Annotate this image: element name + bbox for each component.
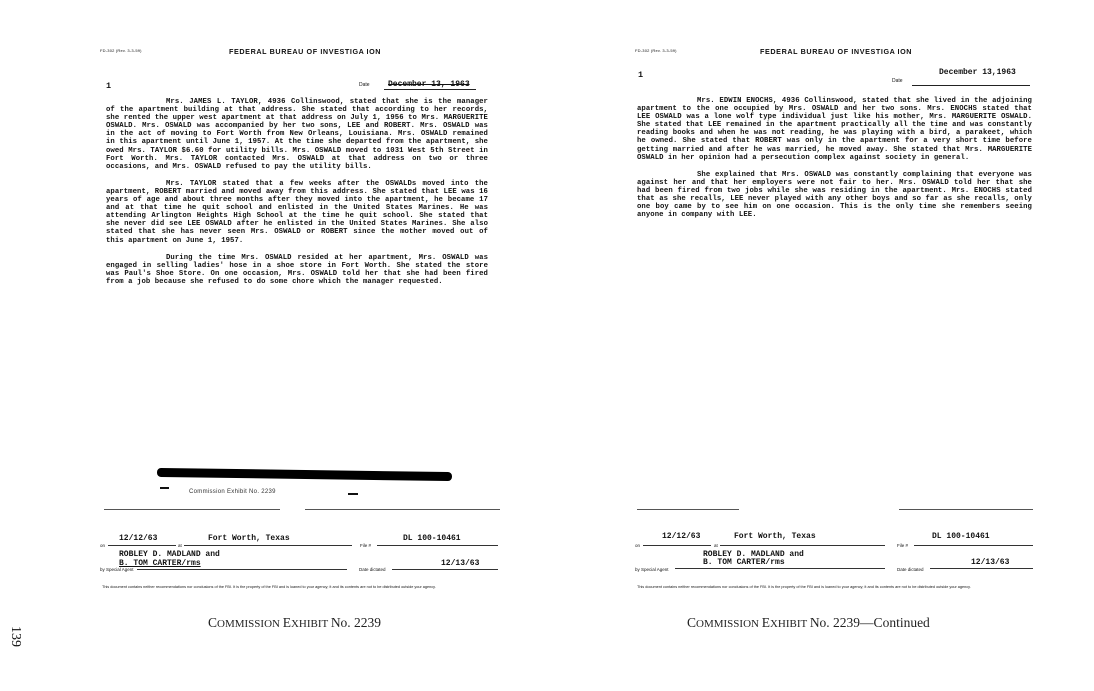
underline: [675, 568, 885, 569]
interview-location: Fort Worth, Texas: [734, 532, 816, 541]
report-body: [637, 97, 1032, 228]
report-paragraph: Mrs. TAYLOR stated that a few weeks after the OSWALDs moved into the apartment, ROBERT married and moved away from this address. She stated that LEE was 16 years of age and about three months after they moved into the apartment, he became 17 and at that time he quit school and enlisted in the United States Marines. He was attending Arlington Heights High School at the time he quit school. She stated that she never did see LEE OSWALD after he enlisted in the United States Marines. She also stated that she has never seen Mrs. OSWALD or ROBERT since the mother moved out of this apartment on June 1, 1957.: [106, 179, 488, 245]
separator-line: [104, 509, 280, 510]
caption-smallcaps: OMMISSION: [696, 618, 762, 630]
report-paragraph: During the time Mrs. OSWALD resided at her apartment, Mrs. OSWALD was engaged in selling ladies' hose in a shoe store in Fort Worth. She stated the store was Paul's Shoe Store. On one occasion, Mrs. OSWALD told her that she had been fired from a job because she refused to do some chore which the manager requested.: [106, 253, 488, 286]
interview-location: Fort Worth, Texas: [208, 534, 290, 543]
report-paragraph: Mrs. JAMES L. TAYLOR, 4936 Collinswood, stated that she is the manager of the apartment building at that address. She stated that according to her records, she rented the upper west apartment at that address on July 1, 1956 to Mrs. MARGUERITE OSWALD. Mrs. OSWALD was accompanied by her two sons, LEE and ROBERT. Mrs. OSWALD was in the act of moving to Fort Worth from New Orleans, Louisiana. Mrs. OSWALD remained in this apartment until June 1, 1957. At the time she departed from the apartment, she owed Mrs. TAYLOR $6.60 for utility bills. Mrs. OSWALD moved to 1031 West 5th Street in Fort Worth. Mrs. TAYLOR contacted Mrs. OSWALD at that address on two or three occasions, and Mrs. OSWALD refused to pay the utility bills.: [106, 98, 488, 171]
underline: [720, 545, 885, 546]
caption-initial: C: [208, 615, 218, 630]
caption-initial: E: [761, 615, 770, 630]
at-label: at: [714, 543, 718, 548]
interview-date: 12/12/63: [119, 534, 158, 543]
volume-page-number: 139: [8, 626, 23, 647]
dash-mark: [348, 493, 358, 495]
underline: [137, 569, 347, 570]
separator-line: [305, 509, 500, 510]
report-body: [106, 98, 488, 295]
interview-date: 12/12/63: [662, 532, 701, 541]
form-number: FD-302 (Rev. 3-3-59): [635, 48, 677, 53]
caption-number: No. 2239: [330, 615, 382, 630]
underline: [392, 569, 498, 570]
form-number: FD-302 (Rev. 3-3-59): [100, 48, 142, 53]
caption-smallcaps: XHIBIT: [290, 618, 331, 630]
caption-initial: C: [687, 615, 697, 630]
dash-mark: [160, 487, 169, 489]
dictated-label: Date dictated: [359, 567, 386, 572]
underline: [108, 545, 176, 546]
date-underline: [912, 85, 1030, 86]
file-label: File #: [897, 543, 909, 548]
caption-initial: E: [282, 615, 291, 630]
exhibit-stamp: Commission Exhibit No. 2239: [189, 489, 276, 495]
report-date: December 13,1963: [939, 68, 1016, 77]
fbi-disclaimer: This document contains neither recommendations nor conclusions of the FBI. It is the property of the FBI and is loaned to your agency; it and its contents are not to be distributed outside your agency.: [637, 585, 971, 589]
agency-header: FEDERAL BUREAU OF INVESTIGA ION: [760, 47, 913, 56]
report-paragraph: Mrs. EDWIN ENOCHS, 4936 Collinswood, stated that she lived in the adjoining apartment to the one occupied by Mrs. OSWALD and her two sons. Mrs. ENOCHS stated that LEE OSWALD was a lone wolf type individual just like his mother, Mrs. MARGUERITE OSWALD. She stated that LEE remained in the apartment practically all the time and was constantly reading books and when he was not reading, he was playing with a bird, a parakeet, which he owned. She stated that ROBERT was only in the apartment for a very short time before getting married and after he was married, he moved away. She stated that Mrs. MARGUERITE OSWALD in her opinion had a persecution complex against society in general.: [637, 97, 1032, 162]
underline: [377, 545, 498, 546]
report-paragraph: She explained that Mrs. OSWALD was constantly complaining that everyone was against her and that her employers were not fair to her. Mrs. OSWALD told her that she had been fired from two jobs while she was residing in the apartment. Mrs. ENOCHS stated that as she recalls, LEE never played with any other boys and so far as she recalls, only one boy came by to see him on one occasion. This is the only time she remembers seeing anyone in company with LEE.: [637, 170, 1032, 220]
at-label: at: [178, 543, 182, 548]
report-date: December 13, 1963: [384, 80, 476, 90]
separator-line: [637, 509, 739, 510]
date-label: Date: [359, 82, 370, 88]
exhibit-caption: [208, 615, 381, 631]
caption-smallcaps: XHIBIT: [769, 618, 810, 630]
date-label: Date: [892, 78, 903, 84]
file-label: File #: [360, 543, 372, 548]
agent-label: by Special Agent: [100, 567, 134, 572]
file-number: DL 100-10461: [932, 532, 990, 541]
underline: [914, 545, 1033, 546]
on-label: on: [100, 543, 106, 548]
underline: [643, 545, 711, 546]
separator-line: [899, 509, 1033, 510]
agency-header: FEDERAL BUREAU OF INVESTIGA ION: [229, 47, 382, 56]
redaction-bar: [157, 468, 452, 481]
agent-initials: B. TOM CARTER/rms: [119, 559, 201, 568]
on-label: on: [635, 543, 641, 548]
agent-names: ROBLEY D. MADLAND and: [119, 550, 220, 559]
underline: [930, 568, 1033, 569]
page-number: 1: [638, 70, 644, 80]
underline: [184, 545, 352, 546]
exhibit-caption-continued: [687, 615, 930, 631]
caption-smallcaps: OMMISSION: [217, 618, 283, 630]
dictated-date: 12/13/63: [441, 559, 480, 568]
agent-label: by Special Agent: [635, 567, 669, 572]
agent-names: ROBLEY D. MADLAND and: [703, 550, 804, 559]
caption-number: No. 2239—Continued: [809, 615, 930, 630]
fbi-disclaimer: This document contains neither recommendations nor conclusions of the FBI. It is the property of the FBI and is loaned to your agency; it and its contents are not to be distributed outside your agency.: [102, 585, 436, 589]
dictated-label: Date dictated: [897, 567, 924, 572]
file-number: DL 100-10461: [403, 534, 461, 543]
agent-initials: B. TOM CARTER/rms: [703, 558, 785, 567]
dictated-date: 12/13/63: [971, 558, 1010, 567]
page-number: 1: [106, 81, 112, 91]
